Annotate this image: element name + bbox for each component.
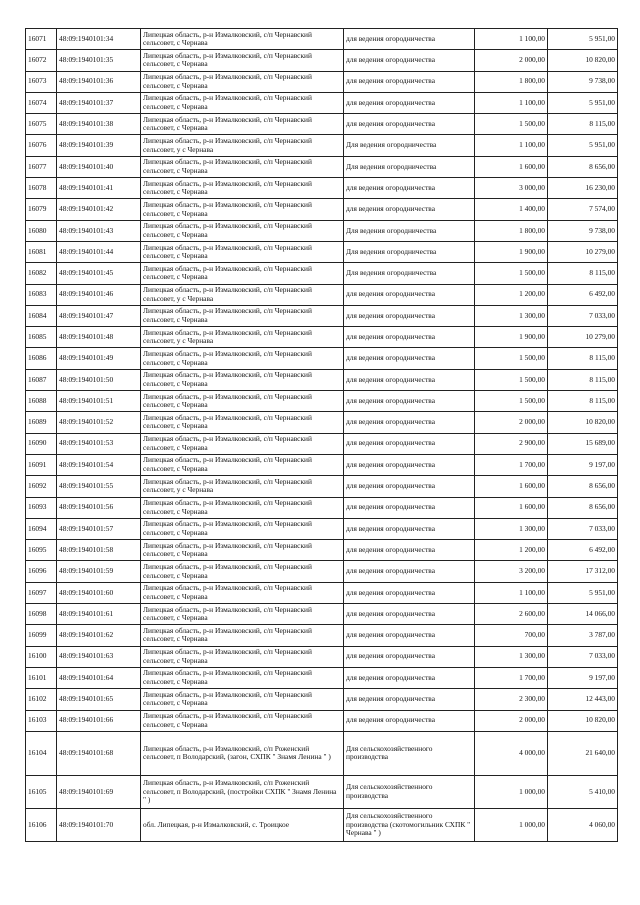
row-number-cell: 16094 [26, 518, 57, 539]
table-row [26, 646, 618, 667]
area-cell: 2 000,00 [475, 710, 548, 731]
row-number-cell: 16086 [26, 348, 57, 369]
cadastral-number-cell: 48:09:1940101:55 [57, 476, 141, 497]
address-cell: Липецкая область, р-н Измалковский, с/п Чернавский сельсовет, с Чернава [141, 156, 344, 177]
cadastral-value-cell: 5 951,00 [548, 29, 618, 50]
area-cell: 1 800,00 [475, 220, 548, 241]
permitted-use-cell: Для ведения огородничества [344, 263, 475, 284]
permitted-use-cell: для ведения огородничества [344, 348, 475, 369]
cadastral-number-cell: 48:09:1940101:51 [57, 391, 141, 412]
cadastral-value-cell: 8 115,00 [548, 369, 618, 390]
permitted-use-cell: для ведения огородничества [344, 71, 475, 92]
cadastral-number-cell: 48:09:1940101:56 [57, 497, 141, 518]
area-cell: 1 100,00 [475, 29, 548, 50]
address-cell: Липецкая область, р-н Измалковский, с/п Чернавский сельсовет, у с Чернава [141, 476, 344, 497]
permitted-use-cell: для ведения огородничества [344, 476, 475, 497]
cadastral-number-cell: 48:09:1940101:44 [57, 241, 141, 262]
table-row [26, 50, 618, 71]
table-row [26, 667, 618, 688]
cadastral-number-cell: 48:09:1940101:62 [57, 625, 141, 646]
table-row [26, 114, 618, 135]
cadastral-number-cell: 48:09:1940101:49 [57, 348, 141, 369]
permitted-use-cell: для ведения огородничества [344, 92, 475, 113]
permitted-use-cell: для ведения огородничества [344, 710, 475, 731]
cadastral-number-cell: 48:09:1940101:70 [57, 808, 141, 841]
table-row [26, 263, 618, 284]
row-number-cell: 16079 [26, 199, 57, 220]
permitted-use-cell: Для ведения огородничества [344, 135, 475, 156]
address-cell: Липецкая область, р-н Измалковский, с/п Чернавский сельсовет, с Чернава [141, 29, 344, 50]
cadastral-value-cell: 7 574,00 [548, 199, 618, 220]
row-number-cell: 16077 [26, 156, 57, 177]
cadastral-value-cell: 7 033,00 [548, 646, 618, 667]
address-cell: Липецкая область, р-н Измалковский, с/п Чернавский сельсовет, с Чернава [141, 412, 344, 433]
permitted-use-cell: для ведения огородничества [344, 497, 475, 518]
area-cell: 1 000,00 [475, 808, 548, 841]
cadastral-number-cell: 48:09:1940101:41 [57, 178, 141, 199]
area-cell: 1 500,00 [475, 348, 548, 369]
table-row [26, 369, 618, 390]
table-row [26, 476, 618, 497]
cadastral-value-cell: 10 820,00 [548, 710, 618, 731]
address-cell: Липецкая область, р-н Измалковский, с/п Чернавский сельсовет, с Чернава [141, 582, 344, 603]
cadastral-value-cell: 8 115,00 [548, 348, 618, 369]
cadastral-number-cell: 48:09:1940101:64 [57, 667, 141, 688]
area-cell: 1 700,00 [475, 454, 548, 475]
cadastral-number-cell: 48:09:1940101:68 [57, 731, 141, 775]
area-cell: 1 200,00 [475, 540, 548, 561]
cadastral-value-cell: 14 066,00 [548, 604, 618, 625]
row-number-cell: 16102 [26, 689, 57, 710]
table-row [26, 284, 618, 305]
area-cell: 4 000,00 [475, 731, 548, 775]
cadastral-number-cell: 48:09:1940101:35 [57, 50, 141, 71]
address-cell: Липецкая область, р-н Измалковский, с/п Чернавский сельсовет, с Чернава [141, 199, 344, 220]
table-row [26, 29, 618, 50]
cadastral-value-cell: 5 951,00 [548, 135, 618, 156]
permitted-use-cell: для ведения огородничества [344, 433, 475, 454]
address-cell: Липецкая область, р-н Измалковский, с/п Чернавский сельсовет, с Чернава [141, 604, 344, 625]
area-cell: 1 300,00 [475, 518, 548, 539]
cadastral-number-cell: 48:09:1940101:42 [57, 199, 141, 220]
table-row [26, 71, 618, 92]
row-number-cell: 16071 [26, 29, 57, 50]
area-cell: 2 900,00 [475, 433, 548, 454]
permitted-use-cell: Для ведения огородничества [344, 156, 475, 177]
table-row [26, 178, 618, 199]
table-row [26, 454, 618, 475]
address-cell: Липецкая область, р-н Измалковский, с/п Чернавский сельсовет, с Чернава [141, 710, 344, 731]
row-number-cell: 16089 [26, 412, 57, 433]
cadastral-number-cell: 48:09:1940101:36 [57, 71, 141, 92]
cadastral-value-cell: 7 033,00 [548, 518, 618, 539]
address-cell: Липецкая область, р-н Измалковский, с/п Чернавский сельсовет, у с Чернава [141, 327, 344, 348]
address-cell: Липецкая область, р-н Измалковский, с/п Чернавский сельсовет, с Чернава [141, 92, 344, 113]
cadastral-number-cell: 48:09:1940101:40 [57, 156, 141, 177]
address-cell: Липецкая область, р-н Измалковский, с/п Чернавский сельсовет, с Чернава [141, 263, 344, 284]
permitted-use-cell: для ведения огородничества [344, 667, 475, 688]
table-row [26, 433, 618, 454]
cadastral-number-cell: 48:09:1940101:61 [57, 604, 141, 625]
area-cell: 1 600,00 [475, 156, 548, 177]
row-number-cell: 16084 [26, 305, 57, 326]
cadastral-number-cell: 48:09:1940101:66 [57, 710, 141, 731]
table-row [26, 135, 618, 156]
table-body [26, 29, 618, 842]
table-row [26, 497, 618, 518]
permitted-use-cell: для ведения огородничества [344, 199, 475, 220]
cadastral-number-cell: 48:09:1940101:34 [57, 29, 141, 50]
area-cell: 1 100,00 [475, 582, 548, 603]
cadastral-value-cell: 6 492,00 [548, 540, 618, 561]
permitted-use-cell: Для сельскохозяйственного производства [344, 731, 475, 775]
cadastral-number-cell: 48:09:1940101:46 [57, 284, 141, 305]
cadastral-value-cell: 5 410,00 [548, 775, 618, 808]
permitted-use-cell: для ведения огородничества [344, 689, 475, 710]
address-cell: Липецкая область, р-н Измалковский, с/п Чернавский сельсовет, у с Чернава [141, 135, 344, 156]
row-number-cell: 16104 [26, 731, 57, 775]
cadastral-value-cell: 8 115,00 [548, 263, 618, 284]
row-number-cell: 16091 [26, 454, 57, 475]
cadastral-number-cell: 48:09:1940101:52 [57, 412, 141, 433]
table-row [26, 156, 618, 177]
row-number-cell: 16105 [26, 775, 57, 808]
address-cell: Липецкая область, р-н Измалковский, с/п Чернавский сельсовет, с Чернава [141, 305, 344, 326]
permitted-use-cell: Для ведения огородничества [344, 220, 475, 241]
address-cell: Липецкая область, р-н Измалковский, с/п Чернавский сельсовет, с Чернава [141, 646, 344, 667]
row-number-cell: 16081 [26, 241, 57, 262]
cadastral-value-cell: 5 951,00 [548, 92, 618, 113]
row-number-cell: 16088 [26, 391, 57, 412]
address-cell: Липецкая область, р-н Измалковский, с/п Чернавский сельсовет, с Чернава [141, 625, 344, 646]
area-cell: 2 000,00 [475, 50, 548, 71]
row-number-cell: 16099 [26, 625, 57, 646]
permitted-use-cell: Для сельскохозяйственного производства (скотомогильник СХПК " Чернава " ) [344, 808, 475, 841]
address-cell: Липецкая область, р-н Измалковский, с/п Чернавский сельсовет, с Чернава [141, 178, 344, 199]
cadastral-value-cell: 9 197,00 [548, 454, 618, 475]
permitted-use-cell: для ведения огородничества [344, 29, 475, 50]
cadastral-value-cell: 6 492,00 [548, 284, 618, 305]
cadastral-value-cell: 12 443,00 [548, 689, 618, 710]
cadastral-value-cell: 5 951,00 [548, 582, 618, 603]
row-number-cell: 16078 [26, 178, 57, 199]
area-cell: 700,00 [475, 625, 548, 646]
table-row [26, 412, 618, 433]
row-number-cell: 16075 [26, 114, 57, 135]
row-number-cell: 16093 [26, 497, 57, 518]
row-number-cell: 16080 [26, 220, 57, 241]
address-cell: Липецкая область, р-н Измалковский, с/п Чернавский сельсовет, с Чернава [141, 391, 344, 412]
address-cell: Липецкая область, р-н Измалковский, с/п Чернавский сельсовет, с Чернава [141, 540, 344, 561]
area-cell: 2 000,00 [475, 412, 548, 433]
row-number-cell: 16100 [26, 646, 57, 667]
row-number-cell: 16103 [26, 710, 57, 731]
cadastral-number-cell: 48:09:1940101:47 [57, 305, 141, 326]
cadastral-value-cell: 10 279,00 [548, 241, 618, 262]
area-cell: 1 300,00 [475, 305, 548, 326]
cadastral-value-cell: 4 060,00 [548, 808, 618, 841]
address-cell: Липецкая область, р-н Измалковский, с/п Чернавский сельсовет, с Чернава [141, 667, 344, 688]
table-row [26, 241, 618, 262]
cadastral-value-cell: 3 787,00 [548, 625, 618, 646]
cadastral-number-cell: 48:09:1940101:65 [57, 689, 141, 710]
cadastral-value-cell: 9 738,00 [548, 71, 618, 92]
cadastral-number-cell: 48:09:1940101:37 [57, 92, 141, 113]
area-cell: 3 200,00 [475, 561, 548, 582]
permitted-use-cell: для ведения огородничества [344, 540, 475, 561]
address-cell: Липецкая область, р-н Измалковский, с/п Чернавский сельсовет, с Чернава [141, 689, 344, 710]
cadastral-number-cell: 48:09:1940101:43 [57, 220, 141, 241]
area-cell: 1 100,00 [475, 135, 548, 156]
area-cell: 1 500,00 [475, 263, 548, 284]
row-number-cell: 16101 [26, 667, 57, 688]
cadastral-value-cell: 8 115,00 [548, 114, 618, 135]
permitted-use-cell: для ведения огородничества [344, 582, 475, 603]
cadastral-value-cell: 8 656,00 [548, 156, 618, 177]
permitted-use-cell: для ведения огородничества [344, 625, 475, 646]
table-row [26, 540, 618, 561]
row-number-cell: 16085 [26, 327, 57, 348]
area-cell: 1 200,00 [475, 284, 548, 305]
row-number-cell: 16092 [26, 476, 57, 497]
cadastral-value-cell: 7 033,00 [548, 305, 618, 326]
row-number-cell: 16096 [26, 561, 57, 582]
permitted-use-cell: для ведения огородничества [344, 284, 475, 305]
land-register-table [25, 28, 618, 842]
cadastral-value-cell: 9 197,00 [548, 667, 618, 688]
table-row [26, 604, 618, 625]
table-row [26, 199, 618, 220]
area-cell: 1 400,00 [475, 199, 548, 220]
address-cell: Липецкая область, р-н Измалковский, с/п Чернавский сельсовет, с Чернава [141, 50, 344, 71]
area-cell: 3 000,00 [475, 178, 548, 199]
cadastral-value-cell: 8 656,00 [548, 497, 618, 518]
area-cell: 2 600,00 [475, 604, 548, 625]
permitted-use-cell: для ведения огородничества [344, 518, 475, 539]
permitted-use-cell: для ведения огородничества [344, 50, 475, 71]
table-row [26, 710, 618, 731]
cadastral-value-cell: 16 230,00 [548, 178, 618, 199]
cadastral-number-cell: 48:09:1940101:48 [57, 327, 141, 348]
permitted-use-cell: для ведения огородничества [344, 305, 475, 326]
table-row [26, 775, 618, 808]
row-number-cell: 16095 [26, 540, 57, 561]
table-row [26, 92, 618, 113]
area-cell: 1 100,00 [475, 92, 548, 113]
cadastral-number-cell: 48:09:1940101:60 [57, 582, 141, 603]
cadastral-number-cell: 48:09:1940101:54 [57, 454, 141, 475]
address-cell: Липецкая область, р-н Измалковский, с/п Роженский сельсовет, п Володарский, (загон, СХПК " Знамя Ленина " ) [141, 731, 344, 775]
address-cell: Липецкая область, р-н Измалковский, с/п Чернавский сельсовет, с Чернава [141, 433, 344, 454]
cadastral-value-cell: 8 656,00 [548, 476, 618, 497]
permitted-use-cell: Для ведения огородничества [344, 241, 475, 262]
table-row [26, 808, 618, 841]
permitted-use-cell: для ведения огородничества [344, 646, 475, 667]
row-number-cell: 16098 [26, 604, 57, 625]
cadastral-number-cell: 48:09:1940101:45 [57, 263, 141, 284]
area-cell: 1 600,00 [475, 497, 548, 518]
address-cell: Липецкая область, р-н Измалковский, с/п Чернавский сельсовет, с Чернава [141, 71, 344, 92]
cadastral-value-cell: 8 115,00 [548, 391, 618, 412]
permitted-use-cell: для ведения огородничества [344, 561, 475, 582]
address-cell: Липецкая область, р-н Измалковский, с/п Чернавский сельсовет, с Чернава [141, 497, 344, 518]
permitted-use-cell: для ведения огородничества [344, 178, 475, 199]
table-row [26, 327, 618, 348]
row-number-cell: 16074 [26, 92, 57, 113]
row-number-cell: 16073 [26, 71, 57, 92]
area-cell: 1 500,00 [475, 391, 548, 412]
address-cell: Липецкая область, р-н Измалковский, с/п Чернавский сельсовет, у с Чернава [141, 284, 344, 305]
area-cell: 1 300,00 [475, 646, 548, 667]
area-cell: 1 500,00 [475, 114, 548, 135]
row-number-cell: 16072 [26, 50, 57, 71]
cadastral-value-cell: 10 279,00 [548, 327, 618, 348]
row-number-cell: 16082 [26, 263, 57, 284]
address-cell: Липецкая область, р-н Измалковский, с/п Чернавский сельсовет, с Чернава [141, 241, 344, 262]
cadastral-number-cell: 48:09:1940101:57 [57, 518, 141, 539]
row-number-cell: 16090 [26, 433, 57, 454]
area-cell: 1 800,00 [475, 71, 548, 92]
permitted-use-cell: Для сельскохозяйственного производства [344, 775, 475, 808]
address-cell: Липецкая область, р-н Измалковский, с/п Роженский сельсовет, п Володарский, (постройки СХПК " Знамя Ленина " ) [141, 775, 344, 808]
row-number-cell: 16106 [26, 808, 57, 841]
area-cell: 1 500,00 [475, 369, 548, 390]
cadastral-value-cell: 9 738,00 [548, 220, 618, 241]
cadastral-value-cell: 17 312,00 [548, 561, 618, 582]
permitted-use-cell: для ведения огородничества [344, 327, 475, 348]
table-row [26, 391, 618, 412]
address-cell: Липецкая область, р-н Измалковский, с/п Чернавский сельсовет, с Чернава [141, 348, 344, 369]
cadastral-number-cell: 48:09:1940101:50 [57, 369, 141, 390]
cadastral-value-cell: 10 820,00 [548, 50, 618, 71]
row-number-cell: 16097 [26, 582, 57, 603]
table-row [26, 305, 618, 326]
table-row [26, 561, 618, 582]
table-row [26, 518, 618, 539]
address-cell: Липецкая область, р-н Измалковский, с/п Чернавский сельсовет, с Чернава [141, 220, 344, 241]
address-cell: Липецкая область, р-н Измалковский, с/п Чернавский сельсовет, с Чернава [141, 454, 344, 475]
row-number-cell: 16083 [26, 284, 57, 305]
row-number-cell: 16087 [26, 369, 57, 390]
address-cell: Липецкая область, р-н Измалковский, с/п Чернавский сельсовет, с Чернава [141, 114, 344, 135]
table-row [26, 582, 618, 603]
table-row [26, 625, 618, 646]
cadastral-number-cell: 48:09:1940101:59 [57, 561, 141, 582]
table-row [26, 220, 618, 241]
cadastral-value-cell: 15 689,00 [548, 433, 618, 454]
cadastral-number-cell: 48:09:1940101:63 [57, 646, 141, 667]
permitted-use-cell: для ведения огородничества [344, 412, 475, 433]
permitted-use-cell: для ведения огородничества [344, 369, 475, 390]
cadastral-number-cell: 48:09:1940101:53 [57, 433, 141, 454]
cadastral-number-cell: 48:09:1940101:38 [57, 114, 141, 135]
table-row [26, 689, 618, 710]
cadastral-value-cell: 21 640,00 [548, 731, 618, 775]
permitted-use-cell: для ведения огородничества [344, 391, 475, 412]
permitted-use-cell: для ведения огородничества [344, 114, 475, 135]
area-cell: 1 700,00 [475, 667, 548, 688]
area-cell: 1 900,00 [475, 241, 548, 262]
cadastral-number-cell: 48:09:1940101:39 [57, 135, 141, 156]
cadastral-value-cell: 10 820,00 [548, 412, 618, 433]
address-cell: обл. Липецкая, р-н Измалковский, с. Троицкое [141, 808, 344, 841]
table-row [26, 348, 618, 369]
permitted-use-cell: для ведения огородничества [344, 454, 475, 475]
permitted-use-cell: для ведения огородничества [344, 604, 475, 625]
area-cell: 1 600,00 [475, 476, 548, 497]
area-cell: 2 300,00 [475, 689, 548, 710]
address-cell: Липецкая область, р-н Измалковский, с/п Чернавский сельсовет, с Чернава [141, 518, 344, 539]
area-cell: 1 900,00 [475, 327, 548, 348]
address-cell: Липецкая область, р-н Измалковский, с/п Чернавский сельсовет, с Чернава [141, 369, 344, 390]
address-cell: Липецкая область, р-н Измалковский, с/п Чернавский сельсовет, с Чернава [141, 561, 344, 582]
row-number-cell: 16076 [26, 135, 57, 156]
area-cell: 1 000,00 [475, 775, 548, 808]
cadastral-number-cell: 48:09:1940101:58 [57, 540, 141, 561]
table-row [26, 731, 618, 775]
cadastral-number-cell: 48:09:1940101:69 [57, 775, 141, 808]
